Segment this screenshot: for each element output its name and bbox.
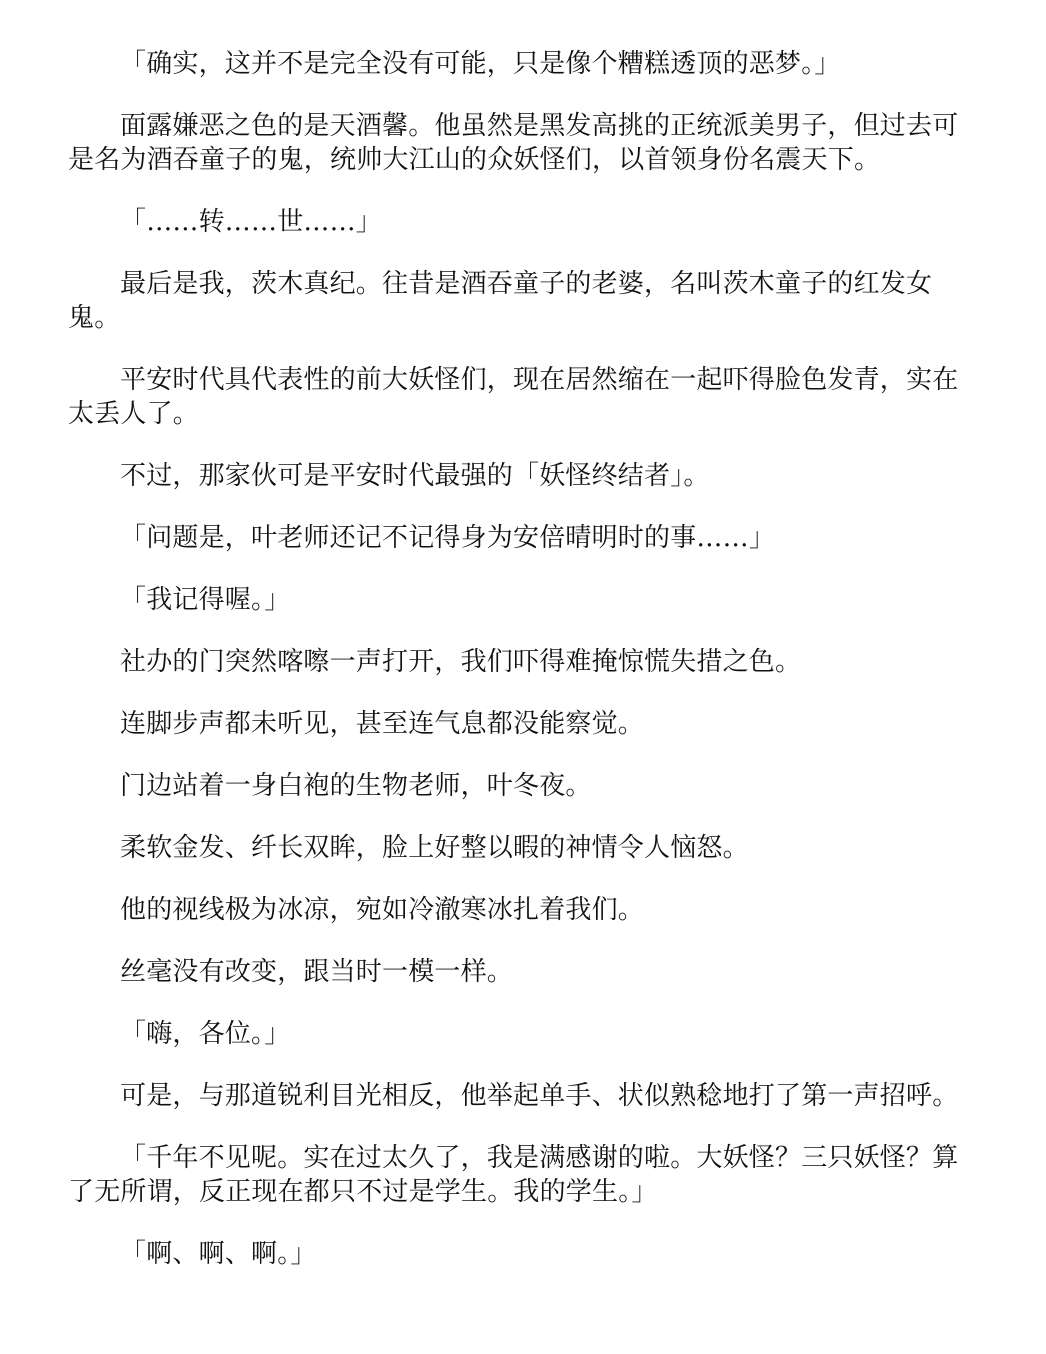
paragraph: 社办的门突然喀嚓一声打开，我们吓得难掩惊慌失措之色。 bbox=[120, 647, 802, 677]
paragraph: 门边站着一身白袍的生物老师，叶冬夜。 bbox=[120, 771, 592, 801]
paragraph: 面露嫌恶之色的是天酒馨。他虽然是黑发高挑的正统派美男子，但过去可是名为酒吞童子的鬼，统帅大江山的众妖怪们，以首领身份名震天下。 bbox=[68, 111, 959, 175]
paragraph: 「千年不见呢。实在过太久了，我是满感谢的啦。大妖怪？三只妖怪？算了无所谓，反正现在都只不过是学生。我的学生。」 bbox=[68, 1143, 959, 1207]
paragraph: 丝毫没有改变，跟当时一模一样。 bbox=[120, 957, 514, 987]
paragraph: 「……转……世……」 bbox=[120, 207, 383, 237]
paragraph: 他的视线极为冰凉，宛如冷澈寒冰扎着我们。 bbox=[120, 895, 645, 925]
paragraph: 连脚步声都未听见，甚至连气息都没能察觉。 bbox=[120, 709, 645, 739]
paragraph: 不过，那家伙可是平安时代最强的「妖怪终结者」。 bbox=[120, 461, 710, 491]
paragraph: 平安时代具代表性的前大妖怪们，现在居然缩在一起吓得脸色发青，实在太丢人了。 bbox=[68, 365, 959, 429]
paragraph: 「我记得喔。」 bbox=[120, 585, 291, 615]
paragraph: 柔软金发、纤长双眸，脸上好整以暇的神情令人恼怒。 bbox=[120, 833, 749, 863]
paragraph: 可是，与那道锐利目光相反，他举起单手、状似熟稔地打了第一声招呼。 bbox=[120, 1081, 959, 1111]
paragraph: 最后是我，茨木真纪。往昔是酒吞童子的老婆，名叫茨木童子的红发女鬼。 bbox=[68, 269, 933, 333]
document-page bbox=[68, 47, 974, 1299]
paragraph: 「确实，这并不是完全没有可能，只是像个糟糕透顶的恶梦。」 bbox=[120, 49, 841, 79]
paragraph: 「啊、啊、啊。」 bbox=[120, 1239, 317, 1269]
paragraph: 「问题是，叶老师还记不记得身为安倍晴明时的事……」 bbox=[120, 523, 776, 553]
paragraph: 「嗨，各位。」 bbox=[120, 1019, 291, 1049]
